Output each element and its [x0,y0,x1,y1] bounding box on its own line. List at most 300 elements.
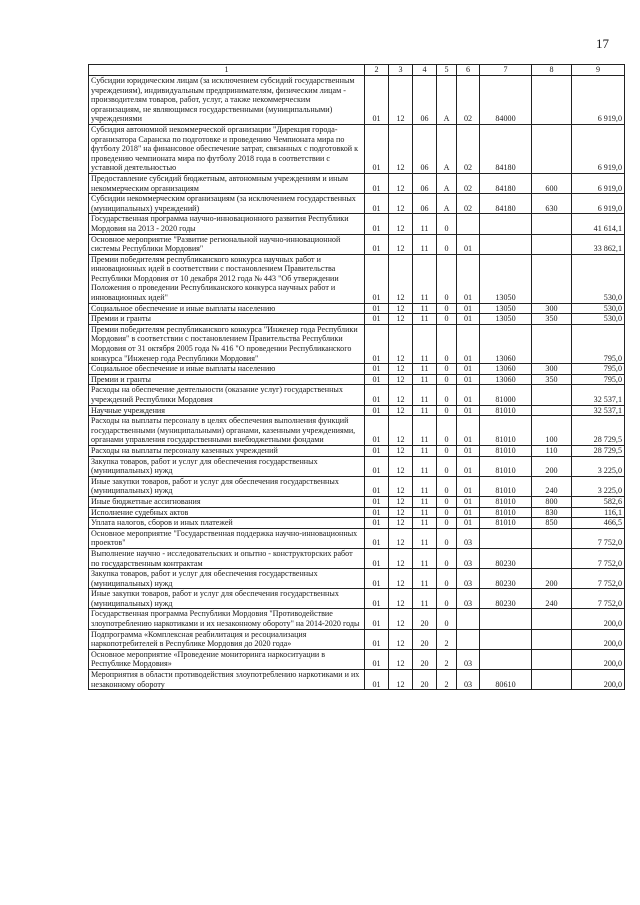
table-row [89,173,625,193]
expense-type-cell: 300 [532,303,572,314]
amount-cell: 7 752,0 [572,569,625,589]
expense-type-cell: 240 [532,476,572,496]
activity-code-cell: 01 [457,385,480,405]
direction-code-cell: 13060 [480,374,532,385]
expense-name-cell: Государственная программа Республики Мордовия "Противодействие злоупотреблению наркотиками и их незаконному обороту" на 2014-2020 годы [89,609,365,629]
subsection-code-cell: 12 [389,629,413,649]
table-row [89,324,625,363]
section-code-cell: 01 [365,385,389,405]
activity-code-cell: 01 [457,364,480,375]
budget-table [88,64,625,690]
expense-type-cell [532,76,572,125]
table-row [89,548,625,568]
expense-type-cell [532,385,572,405]
expense-type-cell: 830 [532,507,572,518]
program-code-cell: 11 [413,589,437,609]
section-code-cell: 01 [365,649,389,669]
expense-type-cell [532,124,572,173]
section-code-cell: 01 [365,507,389,518]
program-code-cell: 11 [413,518,437,529]
activity-code-cell: 03 [457,589,480,609]
amount-cell: 6 919,0 [572,76,625,125]
subprogram-code-cell: 2 [437,670,457,690]
table-row [89,609,625,629]
activity-code-cell: 01 [457,405,480,416]
subsection-code-cell: 12 [389,548,413,568]
section-code-cell: 01 [365,234,389,254]
expense-type-cell [532,548,572,568]
expense-type-cell [532,405,572,416]
table-row [89,385,625,405]
table-row [89,194,625,214]
expense-type-cell: 850 [532,518,572,529]
section-code-cell: 01 [365,214,389,234]
program-code-cell: 11 [413,507,437,518]
expense-name-cell: Закупка товаров, работ и услуг для обеспечения государственных (муниципальных) нужд [89,456,365,476]
program-code-cell: 11 [413,254,437,303]
subsection-code-cell: 12 [389,456,413,476]
activity-code-cell: 03 [457,649,480,669]
amount-cell: 32 537,1 [572,385,625,405]
column-header: 6 [457,65,480,76]
column-header: 2 [365,65,389,76]
subsection-code-cell: 12 [389,374,413,385]
section-code-cell: 01 [365,609,389,629]
section-code-cell: 01 [365,324,389,363]
expense-name-cell: Иные закупки товаров, работ и услуг для обеспечения государственных (муниципальных) нужд [89,589,365,609]
direction-code-cell: 80230 [480,548,532,568]
table-row [89,314,625,325]
section-code-cell: 01 [365,589,389,609]
subsection-code-cell: 12 [389,528,413,548]
expense-name-cell: Мероприятия в области противодействия злоупотреблению наркотиками и их незаконному обороту [89,670,365,690]
expense-name-cell: Иные бюджетные ассигнования [89,496,365,507]
section-code-cell: 01 [365,456,389,476]
expense-name-cell: Премии и гранты [89,314,365,325]
activity-code-cell: 02 [457,173,480,193]
expense-name-cell: Расходы на выплаты персоналу казенных учреждений [89,445,365,456]
table-row [89,456,625,476]
section-code-cell: 01 [365,548,389,568]
subsection-code-cell: 12 [389,518,413,529]
subprogram-code-cell: А [437,76,457,125]
amount-cell: 32 537,1 [572,405,625,416]
subsection-code-cell: 12 [389,385,413,405]
direction-code-cell: 13060 [480,364,532,375]
amount-cell: 200,0 [572,649,625,669]
expense-type-cell [532,670,572,690]
column-header: 3 [389,65,413,76]
table-row [89,670,625,690]
section-code-cell: 01 [365,76,389,125]
program-code-cell: 11 [413,385,437,405]
expense-name-cell: Субсидия автономной некоммерческой организации "Дирекция города-организатора Саранска по подготовке и проведению Чемпионата мира по футболу 2018" на финансовое обеспечение затрат, связанных с подготовкой к проведению чемпионата мира по футболу 2018 года в соответствии с уставной деятельностью [89,124,365,173]
subsection-code-cell: 12 [389,507,413,518]
program-code-cell: 20 [413,649,437,669]
table-row [89,374,625,385]
subprogram-code-cell: 0 [437,548,457,568]
section-code-cell: 01 [365,405,389,416]
expense-type-cell: 630 [532,194,572,214]
section-code-cell: 01 [365,569,389,589]
subprogram-code-cell: 2 [437,649,457,669]
subsection-code-cell: 12 [389,364,413,375]
page-number: 17 [596,36,609,51]
expense-name-cell: Научные учреждения [89,405,365,416]
amount-cell: 530,0 [572,254,625,303]
table-row [89,629,625,649]
subprogram-code-cell: 0 [437,456,457,476]
amount-cell: 530,0 [572,314,625,325]
section-code-cell: 01 [365,476,389,496]
expense-name-cell: Премии победителям республиканского конкурса "Инженер года Республики Мордовия" в соответствии с постановлением Правительства Республики Мордовия от 31 октября 2005 года № 416 "О проведении Республиканского конкурса "Инженер года Республики Мордовия" [89,324,365,363]
expense-name-cell: Расходы на обеспечение деятельности (оказание услуг) государственных учреждений Республики Мордовия [89,385,365,405]
subsection-code-cell: 12 [389,589,413,609]
program-code-cell: 11 [413,374,437,385]
expense-name-cell: Социальное обеспечение и иные выплаты населению [89,303,365,314]
direction-code-cell: 13060 [480,324,532,363]
direction-code-cell [480,234,532,254]
expense-name-cell: Основное мероприятие "Государственная поддержка научно-инновационных проектов" [89,528,365,548]
subprogram-code-cell: 0 [437,405,457,416]
amount-cell: 6 919,0 [572,124,625,173]
activity-code-cell: 01 [457,314,480,325]
expense-type-cell: 200 [532,456,572,476]
activity-code-cell: 01 [457,445,480,456]
amount-cell: 3 225,0 [572,456,625,476]
expense-type-cell: 600 [532,173,572,193]
column-header: 7 [480,65,532,76]
section-code-cell: 01 [365,303,389,314]
amount-cell: 7 752,0 [572,589,625,609]
direction-code-cell: 84180 [480,124,532,173]
expense-type-cell: 300 [532,364,572,375]
program-code-cell: 11 [413,569,437,589]
table-row [89,518,625,529]
subprogram-code-cell: 0 [437,385,457,405]
subsection-code-cell: 12 [389,214,413,234]
activity-code-cell: 01 [457,303,480,314]
direction-code-cell: 13050 [480,303,532,314]
subprogram-code-cell: 0 [437,364,457,375]
amount-cell: 795,0 [572,324,625,363]
table-row [89,234,625,254]
expense-type-cell [532,609,572,629]
program-code-cell: 11 [413,528,437,548]
expense-type-cell [532,528,572,548]
subsection-code-cell: 12 [389,124,413,173]
amount-cell: 530,0 [572,303,625,314]
amount-cell: 795,0 [572,374,625,385]
program-code-cell: 20 [413,609,437,629]
amount-cell: 33 862,1 [572,234,625,254]
expense-name-cell: Премии и гранты [89,374,365,385]
subsection-code-cell: 12 [389,76,413,125]
activity-code-cell: 02 [457,194,480,214]
expense-name-cell: Основное мероприятие "Развитие региональной научно-инновационной системы Республики Мордовия" [89,234,365,254]
amount-cell: 795,0 [572,364,625,375]
activity-code-cell: 01 [457,456,480,476]
section-code-cell: 01 [365,254,389,303]
expense-name-cell: Премии победителям республиканского конкурса научных работ и инновационных идей в соответствии с постановлением Правительства Республики Мордовия от 10 декабря 2012 года № 443 "Об утверждении Положения о проведении Республиканского конкурса научных работ и инновационных идей" [89,254,365,303]
direction-code-cell: 81010 [480,416,532,446]
expense-name-cell: Субсидии юридическим лицам (за исключением субсидий государственным учреждениям), индивидуальным предпринимателям, физическим лицам - производителям товаров, работ, услуг, а также некоммерческим организациям, не являющимся государственными (муниципальными) учреждениями [89,76,365,125]
table-body [89,76,625,690]
table-row [89,303,625,314]
section-code-cell: 01 [365,518,389,529]
program-code-cell: 11 [413,416,437,446]
subprogram-code-cell: А [437,173,457,193]
table-row [89,254,625,303]
expense-name-cell: Закупка товаров, работ и услуг для обеспечения государственных (муниципальных) нужд [89,569,365,589]
activity-code-cell: 03 [457,528,480,548]
expense-name-cell: Исполнение судебных актов [89,507,365,518]
direction-code-cell: 13050 [480,314,532,325]
section-code-cell: 01 [365,496,389,507]
direction-code-cell [480,528,532,548]
subsection-code-cell: 12 [389,173,413,193]
direction-code-cell: 81010 [480,405,532,416]
program-code-cell: 11 [413,324,437,363]
expense-name-cell: Субсидии некоммерческим организациям (за исключением государственных (муниципальных) учреждений) [89,194,365,214]
expense-name-cell: Иные закупки товаров, работ и услуг для обеспечения государственных (муниципальных) нужд [89,476,365,496]
expense-type-cell [532,254,572,303]
direction-code-cell: 84180 [480,173,532,193]
subsection-code-cell: 12 [389,254,413,303]
subprogram-code-cell: 0 [437,214,457,234]
expense-name-cell: Выполнение научно - исследовательских и опытно - конструкторских работ по государственным контрактам [89,548,365,568]
program-code-cell: 06 [413,124,437,173]
program-code-cell: 06 [413,173,437,193]
column-header: 8 [532,65,572,76]
expense-type-cell [532,214,572,234]
program-code-cell: 11 [413,314,437,325]
section-code-cell: 01 [365,528,389,548]
amount-cell: 3 225,0 [572,476,625,496]
subsection-code-cell: 12 [389,416,413,446]
table-row [89,589,625,609]
subprogram-code-cell: 0 [437,528,457,548]
subprogram-code-cell: 0 [437,476,457,496]
amount-cell: 6 919,0 [572,173,625,193]
activity-code-cell: 01 [457,496,480,507]
direction-code-cell: 80610 [480,670,532,690]
direction-code-cell: 81010 [480,496,532,507]
column-number-row [89,65,625,76]
section-code-cell: 01 [365,124,389,173]
program-code-cell: 11 [413,214,437,234]
program-code-cell: 06 [413,194,437,214]
program-code-cell: 11 [413,456,437,476]
expense-name-cell: Основное мероприятие «Проведение мониторинга наркоситуации в Республике Мордовия» [89,649,365,669]
direction-code-cell [480,609,532,629]
program-code-cell: 06 [413,76,437,125]
subprogram-code-cell: 0 [437,609,457,629]
amount-cell: 6 919,0 [572,194,625,214]
activity-code-cell: 02 [457,76,480,125]
subsection-code-cell: 12 [389,303,413,314]
subsection-code-cell: 12 [389,445,413,456]
expense-type-cell: 100 [532,416,572,446]
section-code-cell: 01 [365,194,389,214]
program-code-cell: 11 [413,405,437,416]
program-code-cell: 11 [413,496,437,507]
amount-cell: 41 614,1 [572,214,625,234]
program-code-cell: 20 [413,629,437,649]
subprogram-code-cell: 2 [437,629,457,649]
activity-code-cell [457,609,480,629]
table-row [89,214,625,234]
table-row [89,405,625,416]
section-code-cell: 01 [365,374,389,385]
direction-code-cell [480,214,532,234]
amount-cell: 466,5 [572,518,625,529]
table-row [89,476,625,496]
subprogram-code-cell: 0 [437,507,457,518]
section-code-cell: 01 [365,629,389,649]
activity-code-cell [457,629,480,649]
subprogram-code-cell: 0 [437,314,457,325]
table-row [89,364,625,375]
table-row [89,649,625,669]
expense-type-cell: 200 [532,569,572,589]
subsection-code-cell: 12 [389,234,413,254]
section-code-cell: 01 [365,173,389,193]
subprogram-code-cell: 0 [437,496,457,507]
subsection-code-cell: 12 [389,569,413,589]
activity-code-cell: 01 [457,518,480,529]
subprogram-code-cell: 0 [437,234,457,254]
amount-cell: 7 752,0 [572,548,625,568]
activity-code-cell: 01 [457,374,480,385]
amount-cell: 7 752,0 [572,528,625,548]
program-code-cell: 11 [413,476,437,496]
activity-code-cell: 01 [457,254,480,303]
section-code-cell: 01 [365,445,389,456]
subsection-code-cell: 12 [389,405,413,416]
activity-code-cell: 01 [457,507,480,518]
subprogram-code-cell: 0 [437,445,457,456]
subprogram-code-cell: А [437,194,457,214]
subprogram-code-cell: 0 [437,518,457,529]
table-row [89,528,625,548]
direction-code-cell: 81010 [480,476,532,496]
amount-cell: 116,1 [572,507,625,518]
direction-code-cell: 81010 [480,518,532,529]
section-code-cell: 01 [365,364,389,375]
column-header: 5 [437,65,457,76]
direction-code-cell: 80230 [480,589,532,609]
activity-code-cell [457,214,480,234]
subprogram-code-cell: А [437,124,457,173]
program-code-cell: 11 [413,303,437,314]
table-row [89,76,625,125]
program-code-cell: 11 [413,234,437,254]
table-row [89,416,625,446]
column-header: 4 [413,65,437,76]
subprogram-code-cell: 0 [437,303,457,314]
table-row [89,569,625,589]
program-code-cell: 20 [413,670,437,690]
amount-cell: 200,0 [572,629,625,649]
expense-name-cell: Подпрограмма «Комплексная реабилитация и ресоциализация наркопотребителей в Республике Мордовия до 2020 года» [89,629,365,649]
subprogram-code-cell: 0 [437,324,457,363]
direction-code-cell: 81010 [480,507,532,518]
expense-type-cell [532,234,572,254]
amount-cell: 28 729,5 [572,445,625,456]
direction-code-cell [480,649,532,669]
expense-type-cell [532,629,572,649]
section-code-cell: 01 [365,314,389,325]
expense-name-cell: Государственная программа научно-инновационного развития Республики Мордовия на 2013 - 2020 годы [89,214,365,234]
activity-code-cell: 01 [457,234,480,254]
amount-cell: 200,0 [572,609,625,629]
program-code-cell: 11 [413,364,437,375]
expense-type-cell [532,324,572,363]
direction-code-cell: 84000 [480,76,532,125]
subprogram-code-cell: 0 [437,589,457,609]
expense-type-cell [532,649,572,669]
activity-code-cell: 01 [457,416,480,446]
direction-code-cell: 84180 [480,194,532,214]
subsection-code-cell: 12 [389,314,413,325]
program-code-cell: 11 [413,445,437,456]
expense-name-cell: Уплата налогов, сборов и иных платежей [89,518,365,529]
section-code-cell: 01 [365,670,389,690]
column-header: 9 [572,65,625,76]
subsection-code-cell: 12 [389,670,413,690]
activity-code-cell: 03 [457,569,480,589]
subprogram-code-cell: 0 [437,374,457,385]
table-row [89,445,625,456]
subprogram-code-cell: 0 [437,254,457,303]
expense-type-cell: 800 [532,496,572,507]
table-row [89,507,625,518]
direction-code-cell: 81000 [480,385,532,405]
activity-code-cell: 03 [457,670,480,690]
direction-code-cell: 81010 [480,445,532,456]
activity-code-cell: 01 [457,324,480,363]
subprogram-code-cell: 0 [437,416,457,446]
table-row [89,496,625,507]
subprogram-code-cell: 0 [437,569,457,589]
subsection-code-cell: 12 [389,496,413,507]
column-header: 1 [89,65,365,76]
direction-code-cell [480,629,532,649]
direction-code-cell: 80230 [480,569,532,589]
expense-name-cell: Социальное обеспечение и иные выплаты населению [89,364,365,375]
direction-code-cell: 13050 [480,254,532,303]
section-code-cell: 01 [365,416,389,446]
activity-code-cell: 03 [457,548,480,568]
expense-name-cell: Расходы на выплаты персоналу в целях обеспечения выполнения функций государственными (муниципальными) органами, казенными учреждениями, органами управления государственными внебюджетными фондами [89,416,365,446]
amount-cell: 28 729,5 [572,416,625,446]
subsection-code-cell: 12 [389,194,413,214]
table-row [89,124,625,173]
activity-code-cell: 01 [457,476,480,496]
expense-type-cell: 350 [532,374,572,385]
expense-type-cell: 110 [532,445,572,456]
amount-cell: 200,0 [572,670,625,690]
subsection-code-cell: 12 [389,476,413,496]
subsection-code-cell: 12 [389,649,413,669]
subsection-code-cell: 12 [389,609,413,629]
amount-cell: 582,6 [572,496,625,507]
expense-type-cell: 240 [532,589,572,609]
expense-name-cell: Предоставление субсидий бюджетным, автономным учреждениям и иным некоммерческим организациям [89,173,365,193]
direction-code-cell: 81010 [480,456,532,476]
program-code-cell: 11 [413,548,437,568]
